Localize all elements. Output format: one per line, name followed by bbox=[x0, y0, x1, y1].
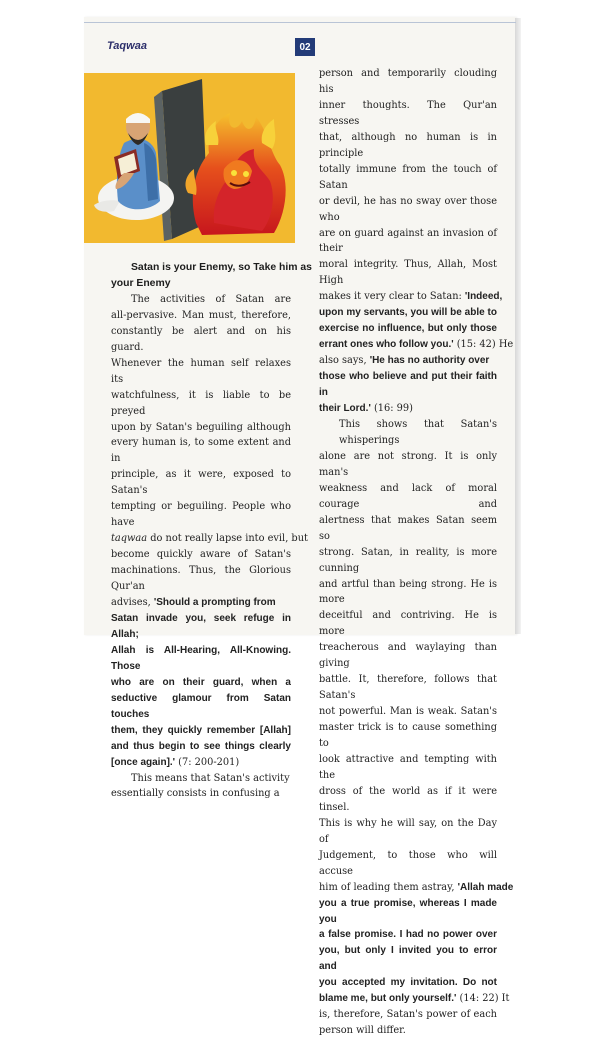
header-rule bbox=[84, 22, 516, 23]
quote-line: and thus begin to see things clearly bbox=[111, 740, 291, 752]
reference: (7: 200-201) bbox=[175, 756, 240, 768]
text-line: moral integrity. Thus, Allah, Most High bbox=[319, 259, 497, 287]
quote-line: who are on their guard, when a bbox=[111, 676, 291, 688]
quote-fragment: 'He has no authority over bbox=[369, 355, 490, 367]
illustration bbox=[84, 73, 295, 243]
text-fragment: also says, bbox=[319, 355, 370, 367]
text-line: Whenever the human self relaxes its bbox=[111, 357, 291, 385]
text-line bbox=[111, 755, 291, 771]
section-heading-cont: your Enemy bbox=[111, 277, 171, 289]
text-line: alone are not strong. It is only man's bbox=[319, 450, 497, 478]
text-line: not powerful. Man is weak. Satan's bbox=[319, 706, 497, 718]
text-line: is, therefore, Satan's power of each bbox=[319, 1009, 497, 1021]
text-line bbox=[319, 337, 514, 353]
text-line: and artful than being strong. He is more bbox=[319, 578, 497, 606]
quote-line: Allah is All-Hearing, All-Knowing. Those bbox=[111, 644, 291, 672]
text-line: constantly be alert and on his guard. bbox=[111, 325, 291, 353]
text-line: upon by Satan's beguiling although bbox=[111, 421, 291, 433]
reference: (16: 99) bbox=[370, 403, 413, 415]
text-line bbox=[111, 531, 308, 547]
quote-fragment: [once again].' bbox=[111, 756, 176, 768]
text-line: person will differ. bbox=[319, 1025, 406, 1037]
text-line: watchfulness, it is liable to be preyed bbox=[111, 389, 291, 417]
quote-line: seductive glamour from Satan touches bbox=[111, 692, 291, 720]
text-line: principle, as it were, exposed to Satan's bbox=[111, 469, 291, 497]
text-line: essentially consists in confusing a bbox=[111, 788, 280, 800]
text-line: treacherous and waylaying than giving bbox=[319, 642, 497, 670]
text-fragment: advises, bbox=[111, 597, 154, 609]
quote-line: those who believe and put their faith in bbox=[319, 371, 497, 399]
page-edge bbox=[515, 18, 521, 634]
quote-line: them, they quickly remember [Allah] bbox=[111, 724, 291, 736]
text-line: strong. Satan, in reality, is more cunning bbox=[319, 546, 497, 574]
text-line bbox=[111, 595, 291, 611]
text-line bbox=[319, 401, 497, 417]
text-line: totally immune from the touch of Satan bbox=[319, 163, 497, 191]
text-line: every human is, to some extent and in bbox=[111, 437, 291, 465]
right-column bbox=[319, 66, 514, 1039]
text-line: are on guard against an invasion of their bbox=[319, 227, 497, 255]
taqwa-term: taqwaa bbox=[111, 533, 148, 545]
text-line: dross of the world as if it were tinsel. bbox=[319, 785, 497, 813]
left-column bbox=[111, 260, 312, 802]
text-line: Judgement, to those who will accuse bbox=[319, 849, 497, 877]
text-line: This means that Satan's activity bbox=[131, 772, 290, 784]
text-line: person and temporarily clouding his bbox=[319, 68, 497, 95]
man-reading-quran-beside-satan-icon bbox=[84, 73, 295, 243]
text-line bbox=[319, 289, 503, 305]
quote-fragment: 'Should a prompting from bbox=[153, 597, 276, 609]
quote-fragment: blame me, but only yourself.' bbox=[319, 993, 457, 1005]
quote-line: exercise no influence, but only those bbox=[319, 323, 497, 335]
quote-fragment: their Lord.' bbox=[319, 403, 371, 415]
text-line: battle. It, therefore, follows that Satan's bbox=[319, 674, 497, 702]
running-header-title: Taqwaa bbox=[107, 40, 147, 52]
text-fragment: makes it very clear to Satan: bbox=[319, 291, 465, 303]
text-line: machinations. Thus, the Glorious Qur'an bbox=[111, 565, 291, 593]
text-line: look attractive and tempting with the bbox=[319, 753, 497, 781]
quote-fragment: 'Indeed, bbox=[464, 291, 503, 303]
text-line: alertness that makes Satan seem so bbox=[319, 514, 497, 542]
text-line: deceitful and contriving. He is more bbox=[319, 610, 497, 638]
text-line: This is why he will say, on the Day of bbox=[319, 817, 497, 845]
text-line: inner thoughts. The Qur'an stresses bbox=[319, 99, 497, 127]
text-line: that, although no human is in principle bbox=[319, 131, 497, 159]
reference: (14: 22) It bbox=[456, 993, 510, 1005]
page-number-badge: 02 bbox=[295, 38, 315, 56]
quote-line: you accepted my invitation. Do not bbox=[319, 977, 497, 989]
text-line: tempting or beguiling. People who have bbox=[111, 501, 291, 529]
quote-line: you a true promise, whereas I made you bbox=[319, 897, 497, 925]
section-heading: Satan is your Enemy, so Take him as bbox=[131, 262, 312, 273]
quote-line: Satan invade you, seek refuge in Allah; bbox=[111, 612, 291, 640]
text-line bbox=[319, 353, 497, 369]
text-line bbox=[319, 880, 514, 896]
quote-fragment: 'Allah made bbox=[457, 881, 514, 893]
text-line: become quickly aware of Satan's bbox=[111, 549, 291, 561]
text-line: or devil, he has no sway over those who bbox=[319, 195, 497, 223]
quote-line: you, but only I invited you to error and bbox=[319, 945, 497, 973]
text-fragment: do not really lapse into evil, but bbox=[147, 533, 308, 545]
reference: (15: 42) He bbox=[453, 339, 514, 351]
text-line: This shows that Satan's whisperings bbox=[339, 418, 497, 446]
text-line: weakness and lack of moral courage and bbox=[319, 482, 497, 510]
text-line: master trick is to cause something to bbox=[319, 722, 497, 750]
quote-line: upon my servants, you will be able to bbox=[319, 307, 497, 319]
text-line bbox=[319, 991, 510, 1007]
quote-line: a false promise. I had no power over bbox=[319, 929, 497, 941]
quote-fragment: errant ones who follow you.' bbox=[319, 339, 454, 351]
text-fragment: him of leading them astray, bbox=[319, 881, 458, 893]
text-line: The activities of Satan are bbox=[131, 293, 291, 305]
text-line: all-pervasive. Man must, therefore, bbox=[111, 309, 291, 321]
